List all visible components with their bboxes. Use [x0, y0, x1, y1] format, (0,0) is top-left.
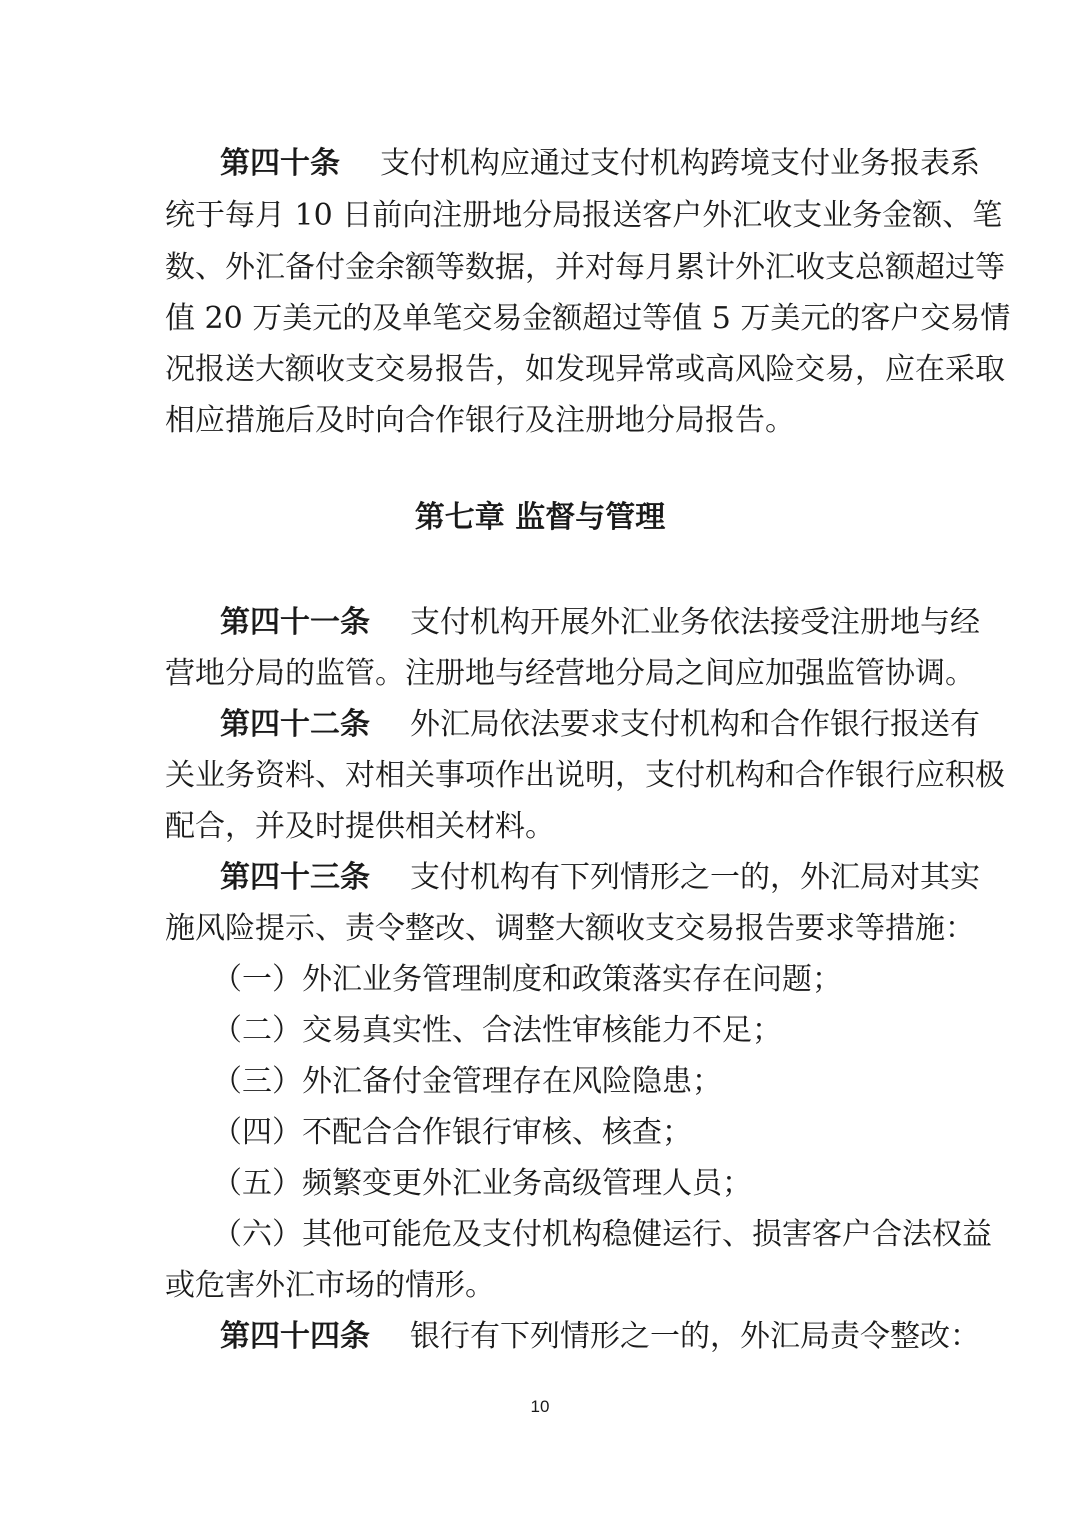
article-41-label: 第四十一条	[220, 605, 370, 640]
article-40-line-4: 值 20 万美元的及单笔交易金额超过等值 5 万美元的客户交易情	[165, 301, 1011, 336]
article-41-text-1: 支付机构开展外汇业务依法接受注册地与经	[410, 605, 980, 640]
article-40-label: 第四十条	[220, 146, 340, 181]
article-43-line-1	[220, 858, 980, 898]
article-43-text-1: 支付机构有下列情形之一的，外汇局对其实	[410, 860, 980, 895]
article-44-label: 第四十四条	[220, 1319, 370, 1354]
article-43-line-2: 施风险提示、责令整改、调整大额收支交易报告要求等措施：	[165, 911, 975, 946]
article-41-line-1	[220, 603, 980, 643]
article-40-text-1: 支付机构应通过支付机构跨境支付业务报表系	[380, 146, 980, 181]
article-42-line-2: 关业务资料、对相关事项作出说明，支付机构和合作银行应积极	[165, 758, 1005, 793]
article-44-line-1	[220, 1317, 980, 1357]
article-42-line-3: 配合，并及时提供相关材料。	[165, 809, 555, 844]
article-42-text-1: 外汇局依法要求支付机构和合作银行报送有	[410, 707, 980, 742]
article-40-line-2: 统于每月 10 日前向注册地分局报送客户外汇收支业务金额、笔	[165, 198, 1003, 233]
article-43-item-6-continuation: 或危害外汇市场的情形。	[165, 1268, 495, 1303]
article-40-line-6: 相应措施后及时向合作银行及注册地分局报告。	[165, 403, 795, 438]
article-43-item-1: （一）外汇业务管理制度和政策落实存在问题；	[212, 962, 842, 997]
page-number: 10	[530, 1397, 550, 1416]
article-43-item-2: （二）交易真实性、合法性审核能力不足；	[212, 1013, 782, 1048]
article-43-item-3: （三）外汇备付金管理存在风险隐患；	[212, 1064, 722, 1099]
article-43-item-4: （四）不配合合作银行审核、核查；	[212, 1115, 692, 1150]
article-44-text-1: 银行有下列情形之一的，外汇局责令整改：	[410, 1319, 980, 1354]
article-42-label: 第四十二条	[220, 707, 370, 742]
article-43-label: 第四十三条	[220, 860, 370, 895]
article-42-line-1	[220, 705, 980, 745]
article-40-line-1	[220, 144, 980, 184]
article-43-item-6: （六）其他可能危及支付机构稳健运行、损害客户合法权益	[212, 1217, 992, 1252]
chapter-heading: 第七章 监督与管理	[414, 500, 666, 535]
article-43-item-5: （五）频繁变更外汇业务高级管理人员；	[212, 1166, 752, 1201]
article-40-line-3: 数、外汇备付金余额等数据，并对每月累计外汇收支总额超过等	[165, 250, 1005, 285]
article-41-line-2: 营地分局的监管。注册地与经营地分局之间应加强监管协调。	[165, 656, 975, 691]
article-40-line-5: 况报送大额收支交易报告，如发现异常或高风险交易，应在采取	[165, 352, 1005, 387]
